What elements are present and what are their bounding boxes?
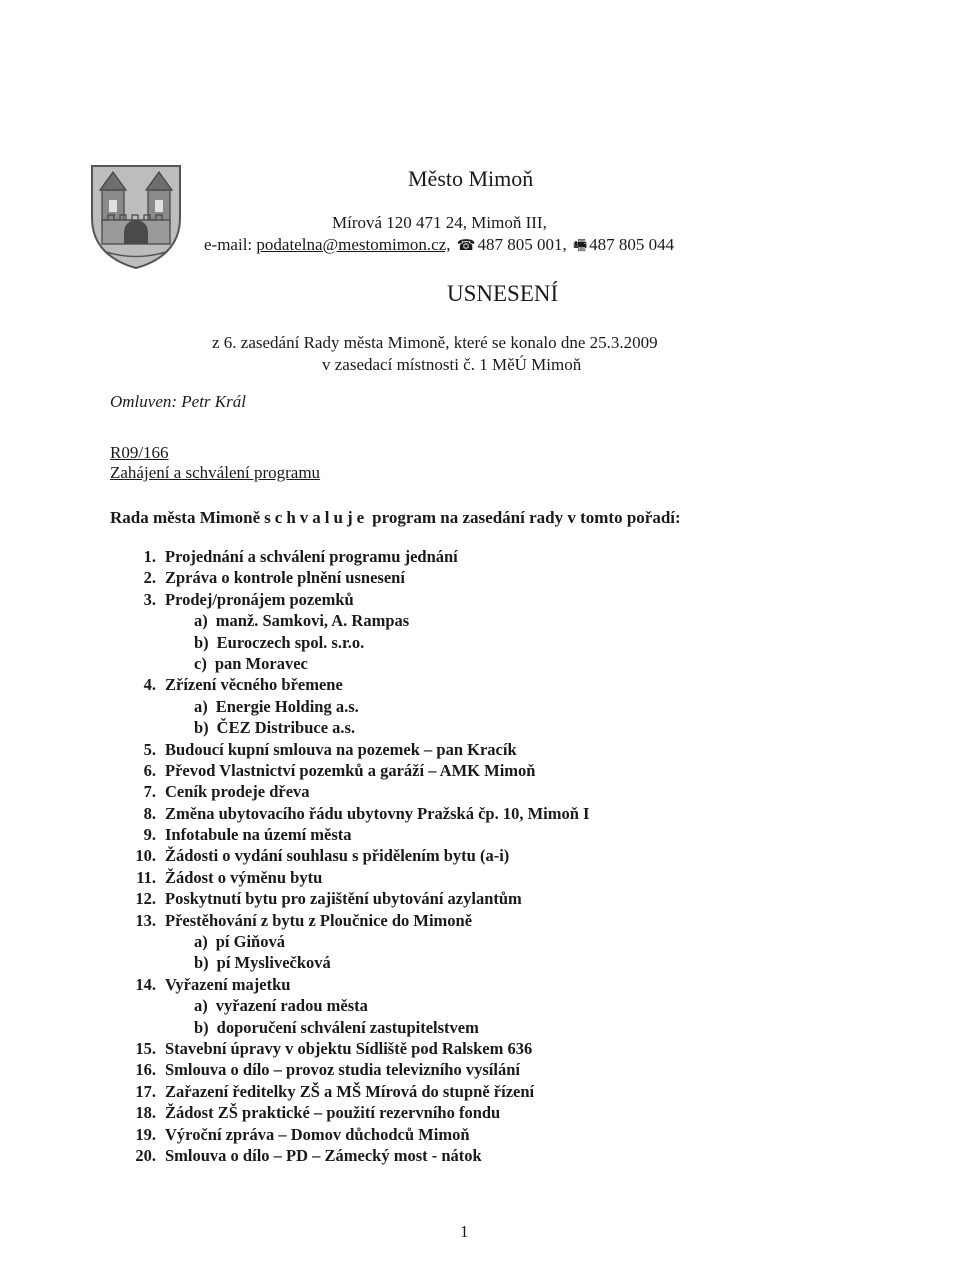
- agenda-item-text: Změna ubytovacího řádu ubytovny Pražská čp. 10, Mimoň I: [165, 803, 590, 823]
- agenda-item-number: 4.: [143, 675, 156, 695]
- agenda-subitem-letter: c): [194, 653, 207, 673]
- agenda-subitem-text: pí Giňová: [215, 932, 285, 952]
- agenda-subitem-letter: b): [194, 1017, 209, 1037]
- agenda-subitem: [122, 653, 589, 674]
- agenda-item-text: Žádost o výměnu bytu: [165, 867, 323, 887]
- agenda-item-text: Výroční zpráva – Domov důchodců Mimoň: [165, 1124, 470, 1144]
- agenda-subitem: [122, 995, 589, 1016]
- agenda-subitem-text: doporučení schválení zastupitelstvem: [216, 1017, 479, 1037]
- agenda-subitem-text: pí Myslivečková: [216, 953, 331, 973]
- agenda-item-number: 19.: [135, 1124, 156, 1144]
- phone-number: 487 805 001,: [477, 235, 567, 254]
- agenda-item-text: Stavební úpravy v objektu Sídliště pod Ralskem 636: [165, 1038, 533, 1058]
- agenda-item-number: 13.: [135, 910, 156, 930]
- excused-note: Omluven: Petr Král: [110, 392, 246, 411]
- agenda-subitem-text: pan Moravec: [214, 653, 308, 673]
- agenda-item: [122, 739, 589, 760]
- agenda-subitem: [122, 952, 589, 973]
- decision-subject: Rada města Mimoně: [110, 508, 261, 527]
- agenda-item-number: 10.: [135, 846, 156, 866]
- agenda-item-number: 14.: [135, 974, 156, 994]
- agenda-item-text: Prodej/pronájem pozemků: [165, 589, 354, 609]
- agenda-item-text: Zřízení věcného břemene: [165, 675, 343, 695]
- agenda-item-number: 9.: [143, 825, 156, 845]
- agenda-item-number: 5.: [143, 739, 156, 759]
- agenda-item-text: Infotabule na území města: [165, 825, 352, 845]
- agenda-item: [122, 888, 589, 909]
- agenda-item-text: Zařazení ředitelky ZŠ a MŠ Mírová do stupně řízení: [165, 1081, 535, 1101]
- agenda-item-number: 20.: [135, 1145, 156, 1165]
- agenda-subitem-letter: b): [194, 632, 209, 652]
- agenda-item-number: 2.: [143, 568, 156, 588]
- agenda-item-number: 6.: [143, 760, 156, 780]
- agenda-item-number: 16.: [135, 1060, 156, 1080]
- agenda-item-text: Přestěhování z bytu z Ploučnice do Mimoně: [165, 910, 473, 930]
- agenda-item: [122, 824, 589, 845]
- agenda-item-text: Vyřazení majetku: [165, 974, 291, 994]
- session-line-1: z 6. zasedání Rady města Mimoně, které se konalo dne 25.3.2009: [212, 333, 658, 352]
- fax-icon: 🖷: [572, 238, 588, 254]
- agenda-subitem: [122, 931, 589, 952]
- town-name: Město Mimoň: [408, 166, 534, 191]
- agenda-item: [122, 867, 589, 888]
- document-title: USNESENÍ: [447, 281, 559, 306]
- agenda-item: [122, 974, 589, 995]
- agenda-item-number: 8.: [143, 803, 156, 823]
- agenda-item-text: Zpráva o kontrole plnění usnesení: [165, 568, 405, 588]
- agenda-item: [122, 803, 589, 824]
- decision-object: program na zasedání rady v tomto pořadí:: [372, 508, 681, 527]
- agenda-item: [122, 567, 589, 588]
- phone-icon: ☎: [456, 238, 476, 254]
- agenda-item-text: Žádosti o vydání souhlasu s přidělením bytu (a-i): [165, 846, 510, 866]
- agenda-item-text: Převod Vlastnictví pozemků a garáží – AMK Mimoň: [165, 760, 536, 780]
- agenda-list: [122, 546, 589, 1166]
- agenda-item: [122, 589, 589, 610]
- agenda-item-text: Smlouva o dílo – provoz studia televizního vysílání: [165, 1060, 520, 1080]
- agenda-item: [122, 845, 589, 866]
- agenda-subitem-text: Energie Holding a.s.: [215, 696, 359, 716]
- agenda-subitem-letter: a): [194, 696, 208, 716]
- agenda-subitem-text: vyřazení radou města: [215, 996, 368, 1016]
- fax-number: 487 805 044: [589, 235, 675, 254]
- email-link[interactable]: podatelna@mestomimon.cz,: [256, 235, 451, 254]
- resolution-topic: Zahájení a schválení programu: [110, 463, 321, 482]
- agenda-subitem-letter: a): [194, 611, 208, 631]
- agenda-item-text: Budoucí kupní smlouva na pozemek – pan Kracík: [165, 739, 517, 759]
- agenda-item-number: 11.: [136, 867, 156, 887]
- session-line-2: v zasedací místnosti č. 1 MěÚ Mimoň: [322, 355, 582, 374]
- agenda-item: [122, 1145, 589, 1166]
- resolution-code: R09/166: [110, 443, 169, 462]
- agenda-item: [122, 1124, 589, 1145]
- agenda-subitem: [122, 610, 589, 631]
- agenda-subitem-text: Euroczech spol. s.r.o.: [216, 632, 365, 652]
- agenda-item: [122, 910, 589, 931]
- agenda-item-number: 3.: [143, 589, 156, 609]
- agenda-subitem: [122, 717, 589, 738]
- agenda-item: [122, 781, 589, 802]
- resolution-decision: [110, 508, 681, 528]
- agenda-subitem: [122, 1017, 589, 1038]
- agenda-item-number: 18.: [135, 1103, 156, 1123]
- agenda-item-text: Poskytnutí bytu pro zajištění ubytování azylantům: [165, 889, 522, 909]
- agenda-item: [122, 546, 589, 567]
- agenda-item: [122, 1102, 589, 1123]
- decision-verb: schvaluje: [264, 508, 369, 527]
- agenda-item: [122, 674, 589, 695]
- agenda-subitem-letter: b): [194, 953, 209, 973]
- agenda-subitem: [122, 696, 589, 717]
- agenda-subitem-letter: a): [194, 932, 208, 952]
- agenda-subitem-letter: a): [194, 996, 208, 1016]
- agenda-subitem-letter: b): [194, 718, 209, 738]
- agenda-item-text: Ceník prodeje dřeva: [165, 782, 310, 802]
- agenda-item-text: Projednání a schválení programu jednání: [165, 547, 458, 566]
- agenda-item-number: 12.: [135, 889, 156, 909]
- agenda-item: [122, 1081, 589, 1102]
- agenda-item-text: Smlouva o dílo – PD – Zámecký most - nátok: [165, 1145, 482, 1165]
- page-number: 1: [460, 1222, 469, 1241]
- address: Mírová 120 471 24, Mimoň III,: [332, 213, 547, 232]
- agenda-item-number: 17.: [135, 1081, 156, 1101]
- agenda-item: [122, 1059, 589, 1080]
- agenda-item: [122, 760, 589, 781]
- agenda-item-number: 7.: [143, 782, 156, 802]
- agenda-subitem: [122, 632, 589, 653]
- agenda-subitem-text: manž. Samkovi, A. Rampas: [215, 611, 410, 631]
- agenda-item-number: 1.: [143, 547, 156, 566]
- agenda-item: [122, 1038, 589, 1059]
- agenda-item-text: Žádost ZŠ praktické – použití rezervního fondu: [165, 1103, 501, 1123]
- coat-of-arms-icon: [86, 160, 186, 270]
- email-label: e-mail:: [204, 235, 257, 254]
- agenda-subitem-text: ČEZ Distribuce a.s.: [216, 718, 356, 738]
- contact-line: [204, 235, 674, 260]
- agenda-item-number: 15.: [135, 1038, 156, 1058]
